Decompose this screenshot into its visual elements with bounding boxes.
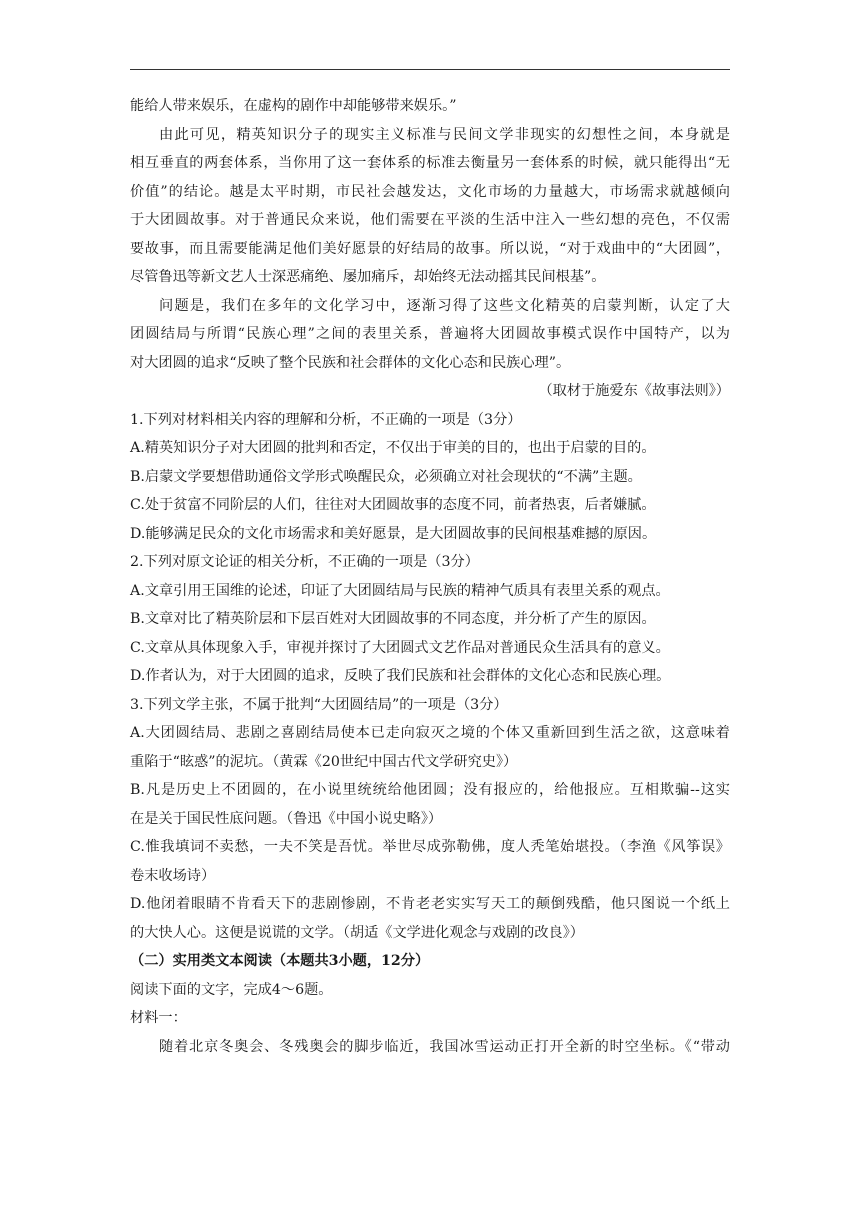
text-line: A.精英知识分子对大团圆的批判和否定，不仅出于审美的目的，也出于启蒙的目的。 [130,440,656,456]
text-line: 团圆结局与所谓“民族心理”之间的表里关系，普遍将大团圆故事模式误作中国特产，以为 [130,326,730,342]
text-line: 阅读下面的文字，完成4～6题。 [130,981,333,998]
text-line: D.他闭着眼睛不肯看天下的悲剧惨剧，不肯老老实实写天工的颠倒残酷，他只图说一个纸上 [130,896,730,912]
text-line: C.处于贫富不同阶层的人们，往往对大团圆故事的态度不同，前者热衷，后者嫌腻。 [130,497,656,513]
document-body [130,92,730,1061]
text-line: 尽管鲁迅等新文艺人士深恶痛绝、屡加痛斥，却始终无法动摇其民间根基”。 [130,269,606,285]
text-line: D.能够满足民众的文化市场需求和美好愿景，是大团圆故事的民间根基难撼的原因。 [130,525,657,542]
text-line: 能给人带来娱乐，在虚构的剧作中却能够带来娱乐。” [130,98,457,114]
text-line: 随着北京冬奥会、冬残奥会的脚步临近，我国冰雪运动正打开全新的时空坐标。《“带动 [159,1038,730,1055]
text-line: （取材于施爱东《故事法则》） [538,383,730,399]
text-line: B.启蒙文学要想借助通俗文学形式唤醒民众，必须确立对社会现状的“不满”主题。 [130,468,642,485]
text-line: 于大团圆故事。对于普通民众来说，他们需要在平淡的生活中注入一些幻想的亮色，不仅需 [130,212,730,228]
text-line: D.作者认为，对于大团圆的追求，反映了我们民族和社会群体的文化心态和民族心理。 [130,668,671,684]
text-line: 重陷于“眩惑”的泥坑。（黄霖《20世纪中国古代文学研究史》） [130,753,518,770]
text-line: 卷末收场诗） [130,867,216,884]
text-line: 材料一： [130,1010,187,1026]
text-line: C.文章从具体现象入手，审视并探讨了大团圆式文艺作品对普通民众生活具有的意义。 [130,639,670,656]
text-line: A.文章引用王国维的论述，印证了大团圆结局与民族的精神气质具有表里关系的观点。 [130,582,670,599]
header-rule [130,69,730,70]
text-line: B.凡是历史上不团圆的，在小说里统统给他团圆；没有报应的，给他报应。互相欺骗--这实 [130,782,730,798]
text-line: 的大快人心。这便是说谎的文学。（胡适《文学进化观念与戏剧的改良》） [130,924,584,941]
text-line: 问题是，我们在多年的文化学习中，逐渐习得了这些文化精英的启蒙判断，认定了大 [159,297,730,314]
text-line: A.大团圆结局、悲剧之喜剧结局使本已走向寂灭之境的个体又重新回到生活之欲，这意味着 [130,725,730,741]
text-line: 价值”的结论。越是太平时期，市民社会越发达，文化市场的力量越大，市场需求就越倾向 [130,183,730,200]
text-line: 由此可见，精英知识分子的现实主义标准与民间文学非现实的幻想性之间，本身就是 [159,126,730,143]
text-line: 要故事，而且需要能满足他们美好愿景的好结局的故事。所以说，“对于戏曲中的“大团圆”， [130,240,730,257]
text-line: 2.下列对原文论证的相关分析，不正确的一项是（3分） [130,554,479,570]
text-line: （二）实用类文本阅读（本题共3小题，12分） [130,953,430,969]
text-line: 相互垂直的两套体系，当你用了这一套体系的标准去衡量另一套体系的时候，就只能得出“无 [130,155,730,171]
text-line: B.文章对比了精英阶层和下层百姓对大团圆故事的不同态度，并分析了产生的原因。 [130,611,656,627]
text-line: 1.下列对材料相关内容的理解和分析，不正确的一项是（3分） [130,411,522,428]
text-line: C.惟我填词不卖愁，一夫不笑是吾忧。举世尽成弥勒佛，度人秃笔始堪投。（李渔《风筝误》 [130,839,730,855]
text-line: 3.下列文学主张，不属于批判“大团圆结局”的一项是（3分） [130,696,508,713]
text-line: 对大团圆的追求“反映了整个民族和社会群体的文化心态和民族心理”。 [130,354,571,371]
text-line: 在是关于国民性底问题。（鲁迅《中国小说史略》） [130,810,443,827]
